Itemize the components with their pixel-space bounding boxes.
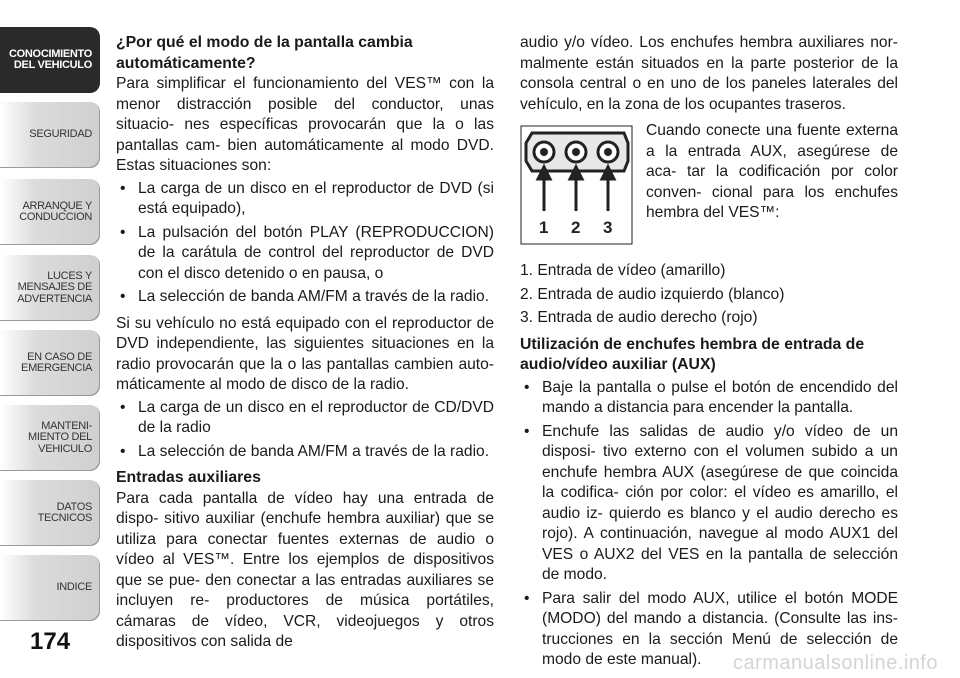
list-item: 3. Entrada de audio derecho (rojo) — [520, 309, 758, 326]
watermark: carmanualsonline.info — [732, 652, 938, 674]
paragraph: audio y/o vídeo. Los enchufes hembra auxiliares nor- malmente están situados en la parte posterior de la consola central o en uno de los paneles laterales del vehículo, en la zona de los ocupantes traseros. — [520, 34, 898, 113]
tab-label: LUCES Y MENSAJES DE ADVERTENCIA — [17, 269, 92, 305]
tab-datos-tecnicos[interactable] — [0, 480, 100, 546]
tab-label: EN CASO DE EMERGENCIA — [21, 350, 92, 374]
bullet-list — [520, 378, 898, 671]
tab-label: ARRANQUE Y CONDUCCION — [19, 199, 92, 223]
tab-en-caso-de-emergencia[interactable] — [0, 330, 100, 396]
jack-label-2: 2 — [571, 218, 581, 237]
paragraph: Para cada pantalla de vídeo hay una entrada de dispo- sitivo auxiliar (enchufe hembra auxiliar) que se utiliza para conectar fuentes externas de audio o vídeo al VES™. Entre los ejemplos de dispositivos que se pue- den conectar a las entradas auxiliares se incluyen re- productores de música portátiles, cámaras de vídeo, VCR, videojuegos y otros dispositivos con salida de — [116, 489, 494, 650]
list-item: • La carga de un disco en el reproductor de CD/DVD de la radio — [116, 398, 494, 439]
jack-3-icon — [598, 142, 618, 162]
tab-label: CONOCIMIENTO DEL VEHICULO — [9, 47, 92, 71]
tab-indice[interactable] — [0, 555, 100, 621]
jack-label-3: 3 — [603, 218, 613, 237]
right-column — [520, 33, 898, 677]
paragraph: Si su vehículo no está equipado con el reproductor de DVD independiente, las siguientes situaciones en la radio provocarán que la o las pantallas cambien auto- máticamente al modo de disco de la radio. — [116, 314, 494, 393]
paragraph: Cuando conecte una fuente externa a la entrada AUX, asegúrese de aca- tar la codificación por color conven- cional para los enchufes hembra del VES™: — [646, 122, 898, 221]
aux-jacks-illustration — [520, 125, 633, 245]
paragraph: Para simplificar el funcionamiento del VES™ con la menor distracción posible del conductor, unas situacio- nes específicas provocarán que la o las pantallas cam- bien automáticamente al modo DVD. Estas situaciones son: — [116, 75, 494, 174]
section-heading: Entradas auxiliares — [116, 469, 261, 486]
tab-conocimiento-del-vehiculo[interactable] — [0, 27, 100, 93]
bullet-list — [116, 398, 494, 463]
tab-arranque-y-conduccion[interactable] — [0, 179, 100, 245]
numbered-list — [520, 261, 898, 329]
tab-luces-y-mensajes[interactable] — [0, 255, 100, 321]
list-item: • Enchufe las salidas de audio y/o vídeo de un disposi- tivo externo con el volumen subido a un enchufe hembra AUX (asegúrese de que coincida la codifica- ción por color: el vídeo es amarillo, el audio iz- quierdo es blanco y el audio derecho es rojo). A continuación, navegue al modo AUX1 del VES o AUX2 del VES en la pantalla de selección de modo. — [520, 422, 898, 586]
left-column — [116, 33, 494, 653]
section-heading: Utilización de enchufes hembra de entrada de audio/vídeo auxiliar (AUX) — [520, 335, 865, 373]
list-item: • La carga de un disco en el reproductor de DVD (si está equipado), — [116, 179, 494, 220]
section-heading: ¿Por qué el modo de la pantalla cambia automáticamente? — [116, 34, 413, 72]
jack-1-icon — [534, 142, 554, 162]
list-item: • La selección de banda AM/FM a través de la radio. — [116, 442, 494, 463]
tab-label: DATOS TECNICOS — [37, 500, 92, 524]
list-item: • La selección de banda AM/FM a través de la radio. — [116, 287, 494, 308]
list-item: 1. Entrada de vídeo (amarillo) — [520, 262, 726, 279]
list-item: • La pulsación del botón PLAY (REPRODUCCION) de la carátula de control del reproductor de DVD con el disco detenido o en pausa, o — [116, 223, 494, 285]
tab-label: MANTENI- MIENTO DEL VEHICULO — [27, 419, 92, 455]
list-item: • Baje la pantalla o pulse el botón de encendido del mando a distancia para encender la pantalla. — [520, 378, 898, 419]
list-item: 2. Entrada de audio izquierdo (blanco) — [520, 285, 785, 303]
tab-mantenimiento[interactable] — [0, 405, 100, 471]
tab-label: SEGURIDAD — [29, 128, 92, 141]
aux-figure-block — [520, 122, 898, 253]
list-item: • Para salir del modo AUX, utilice el botón MODE (MODO) del mando a distancia. (Consulte las ins- trucciones en la sección Menú de selección de modo de este manual). — [520, 589, 898, 671]
tab-seguridad[interactable] — [0, 102, 100, 168]
jack-label-1: 1 — [539, 218, 549, 237]
tab-label: INDICE — [56, 581, 92, 594]
page-number: 174 — [30, 628, 71, 655]
jack-2-icon — [566, 142, 586, 162]
bullet-list — [116, 179, 494, 308]
